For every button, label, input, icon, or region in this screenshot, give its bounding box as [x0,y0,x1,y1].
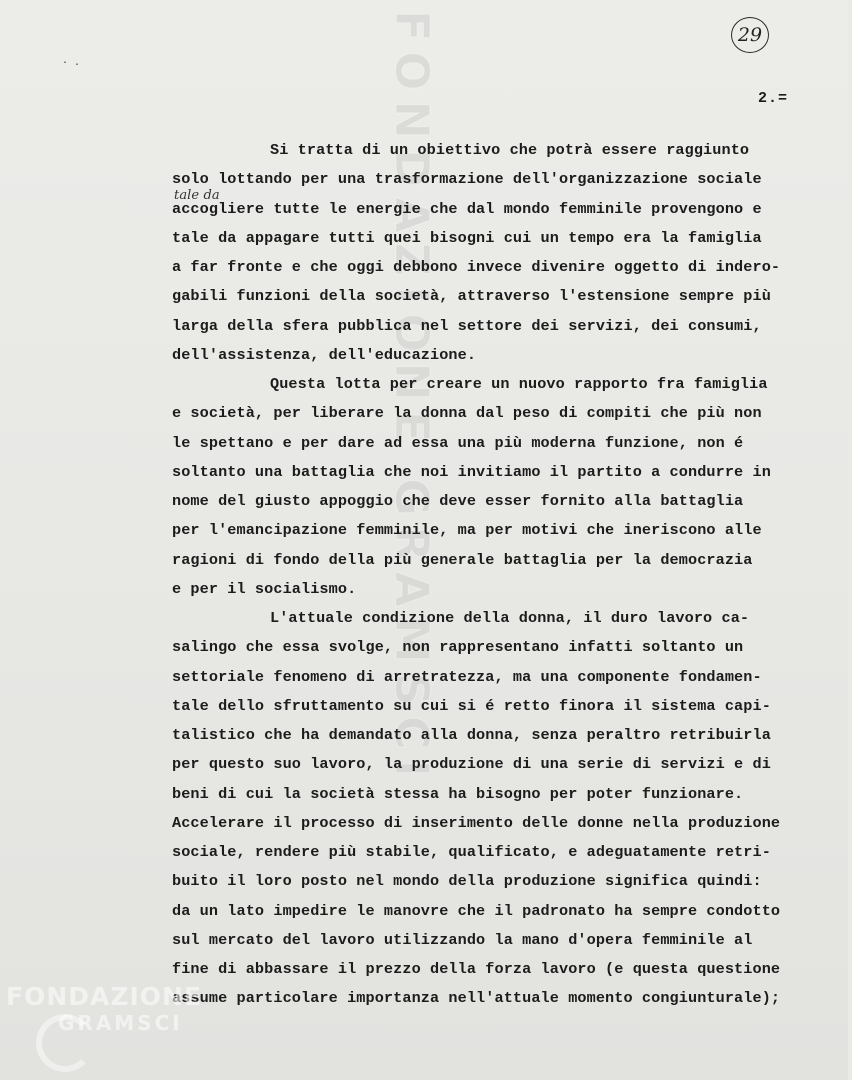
text-line: larga della sfera pubblica nel settore dei servizi, dei consumi, [172,316,762,335]
text-line: tale da appagare tutti quei bisogni cui un tempo era la famiglia [172,228,762,247]
text-line: ragioni di fondo della più generale battaglia per la democrazia [172,550,753,569]
text-line: Questa lotta per creare un nuovo rapporto fra famiglia [270,375,768,393]
text-line: beni di cui la società stessa ha bisogno per poter funzionare. [172,784,744,803]
text-line: L'attuale condizione della donna, il duro lavoro ca- [270,609,750,627]
text-line: dell'assistenza, dell'educazione. [172,345,477,364]
text-line: talistico che ha demandato alla donna, senza peraltro retribuirla [172,726,771,744]
gramsci-g-icon [36,1014,94,1072]
text-line: settoriale fenomeno di arretratezza, ma una componente fondamen- [172,667,762,686]
fondazione-gramsci-logo [6,982,236,1072]
logo-line-1: FONDAZIONE [6,982,203,1011]
text-line: a far fronte e che oggi debbono invece divenire oggetto di indero- [172,258,781,276]
text-line: salingo che essa svolge, non rappresentano infatti soltanto un [172,638,744,657]
text-line: Accelerare il processo di inserimento delle donne nella produzione [172,813,781,832]
text-line: soltanto una battaglia che noi invitiamo il partito a condurre in [172,462,771,481]
text-line: gabili funzioni della società, attraverso l'estensione sempre più [172,287,771,306]
text-line: per l'emancipazione femminile, ma per motivi che ineriscono alle [172,521,762,540]
text-line-annotated [172,187,852,224]
stray-ink-marks: · . [62,58,81,69]
logo-line-2: GRAMSCI [58,1011,183,1035]
body-text [172,136,852,1014]
handwritten-page-number: 29 [731,17,769,53]
text-line: nome del giusto appoggio che deve esser fornito alla battaglia [172,492,744,510]
text-line: buito il loro posto nel mondo della produzione significa quindi: [172,872,762,891]
handwritten-insertion: tale da [174,187,220,203]
text-line: e per il socialismo. [172,579,357,598]
text-line: tale dello sfruttamento su cui si é retto finora il sistema capi- [172,696,771,715]
archive-watermark: FONDAZIONE GRAMSCI [385,10,439,787]
text-line: fine di abbassare il prezzo della forza lavoro (e questa questione [172,960,781,978]
text-line: assume particolare importanza nell'attuale momento congiunturale); [172,989,781,1008]
text-line: Si tratta di un obiettivo che potrà essere raggiunto [270,141,750,159]
text-line: sociale, rendere più stabile, qualificato, e adeguatamente retri- [172,843,771,861]
text-line: per questo suo lavoro, la produzione di una serie di servizi e di [172,755,771,774]
typed-page-number: 2.= [758,90,789,107]
text-line-content: accogliere tutte le energie che dal mondo femminile provengono e [172,199,762,218]
text-line: sul mercato del lavoro utilizzando la mano d'opera femminile al [172,930,753,949]
text-line: da un lato impedire le manovre che il padronato ha sempre condotto [172,901,781,920]
text-line: le spettano e per dare ad essa una più moderna funzione, non é [172,433,744,452]
text-line: e società, per liberare la donna dal peso di compiti che più non [172,404,762,423]
text-line: solo lottando per una trasformazione dell'organizzazione sociale [172,170,762,189]
